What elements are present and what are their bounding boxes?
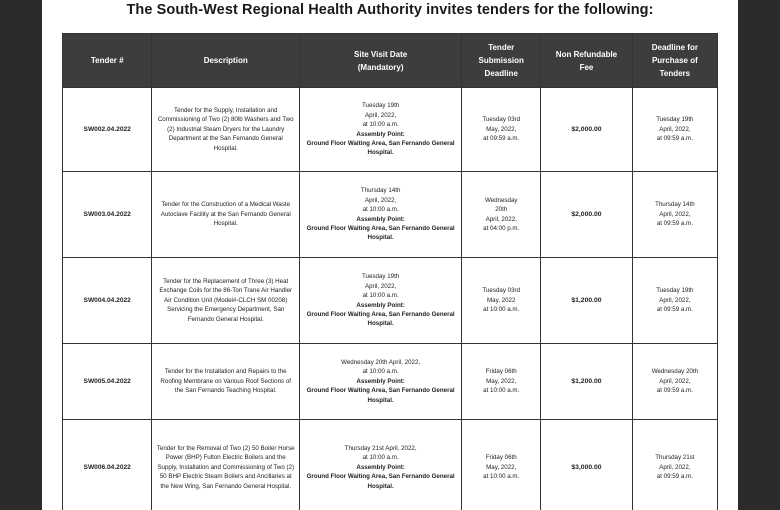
table-row — [63, 88, 718, 172]
tender-description: Tender for the Replacement of Three (3) Heat Exchange Coils for the 86-Ton Trane Air Handler Air Condition Unit (Model#-CLCH SM 00208) Servicing the Emergency Department, San Fernando General Hospital. — [152, 258, 300, 344]
submission-deadline: Wednesday 20th April, 2022, at 04:00 p.m. — [462, 172, 541, 258]
submission-deadline: Tuesday 03rd May, 2022 at 10:00 a.m. — [462, 258, 541, 344]
purchase-deadline: Thursday 14th April, 2022, at 09:59 a.m. — [632, 172, 717, 258]
site-visit-date: Tuesday 19th April, 2022, at 10:00 a.m. — [361, 102, 400, 129]
col-header-tender-no: Tender # — [63, 34, 152, 88]
tender-number: SW005.04.2022 — [63, 344, 152, 420]
assembly-point-label: Assembly Point: — [356, 215, 405, 223]
site-visit-cell — [300, 344, 462, 420]
submission-deadline: Friday 06th May, 2022, at 10:00 a.m. — [462, 344, 541, 420]
tender-fee: $2,000.00 — [541, 172, 632, 258]
table-header — [63, 34, 718, 88]
col-header-fee: Non Refundable Fee — [541, 34, 632, 88]
col-header-description: Description — [152, 34, 300, 88]
col-header-purchase-deadline: Deadline for Purchase of Tenders — [632, 34, 717, 88]
col-header-site-visit: Site Visit Date (Mandatory) — [300, 34, 462, 88]
tender-number: SW003.04.2022 — [63, 172, 152, 258]
table-row — [63, 258, 718, 344]
site-visit-cell — [300, 88, 462, 172]
tenders-table — [62, 33, 718, 510]
purchase-deadline: Wednesday 20th April, 2022, at 09:59 a.m. — [632, 344, 717, 420]
assembly-point-location: Ground Floor Waiting Area, San Fernando General Hospital. — [306, 139, 455, 157]
site-visit-date: Thursday 21st April, 2022, at 10:00 a.m. — [344, 444, 417, 462]
site-visit-cell — [300, 258, 462, 344]
assembly-point-location: Ground Floor Waiting Area, San Fernando General Hospital. — [306, 224, 455, 242]
tender-fee: $3,000.00 — [541, 420, 632, 510]
assembly-point-label: Assembly Point: — [356, 130, 405, 138]
assembly-point-location: Ground Floor Waiting Area, San Fernando General Hospital. — [306, 310, 455, 328]
assembly-point-location: Ground Floor Waiting Area, San Fernando General Hospital. — [306, 473, 455, 490]
purchase-deadline: Thursday 21st April, 2022, at 09:59 a.m. — [632, 420, 717, 510]
tender-description: Tender for the Supply, Installation and Commissioning of Two (2) 80lb Washers and Two (2) Industrial Steam Dryers for the Laundry Department at the San Fernando General Hospital. — [152, 88, 300, 172]
tender-number: SW006.04.2022 — [63, 420, 152, 510]
assembly-point-label: Assembly Point: — [356, 463, 405, 471]
assembly-point-label: Assembly Point: — [356, 377, 405, 385]
submission-deadline: Friday 06th May, 2022, at 10:00 a.m. — [462, 420, 541, 510]
purchase-deadline: Tuesday 19th April, 2022, at 09:59 a.m. — [632, 88, 717, 172]
site-visit-cell — [300, 172, 462, 258]
assembly-point-label: Assembly Point: — [356, 301, 405, 309]
purchase-deadline: Tuesday 19th April, 2022, at 09:59 a.m. — [632, 258, 717, 344]
site-visit-date: Wednesday 20th April, 2022, at 10:00 a.m. — [341, 358, 421, 376]
table-row — [63, 344, 718, 420]
tender-notice — [42, 0, 738, 510]
tender-fee: $2,000.00 — [541, 88, 632, 172]
notice-heading: The South-West Regional Health Authority invites tenders for the following: — [126, 2, 654, 18]
site-visit-date: Thursday 14th April, 2022, at 10:00 a.m. — [360, 187, 401, 214]
assembly-point-location: Ground Floor Waiting Area, San Fernando General Hospital. — [306, 387, 455, 404]
site-visit-cell — [300, 420, 462, 510]
table-row — [63, 172, 718, 258]
tender-description: Tender for the Removal of Two (2) 50 Boiler Horse Power (BHP) Fulton Electric Boilers and the Supply, Installation and Commissioning of Two (2) 50 BHP Electric Steam Boilers and Ancillaries at the New Wing, San Fernando General Hospital. — [152, 420, 300, 510]
table-row — [63, 420, 718, 510]
tender-fee: $1,200.00 — [541, 258, 632, 344]
col-header-submission-deadline: Tender Submission Deadline — [462, 34, 541, 88]
site-visit-date: Tuesday 19th April, 2022, at 10:00 a.m. — [361, 273, 400, 300]
submission-deadline: Tuesday 03rd May, 2022, at 09:59 a.m. — [462, 88, 541, 172]
tender-number: SW002.04.2022 — [63, 88, 152, 172]
tender-fee: $1,200.00 — [541, 344, 632, 420]
tender-description: Tender for the Construction of a Medical Waste Autoclave Facility at the San Fernando General Hospital. — [152, 172, 300, 258]
tender-number: SW004.04.2022 — [63, 258, 152, 344]
tender-description: Tender for the Installation and Repairs to the Roofing Membrane on Various Roof Sections of the San Fernando Teaching Hospital. — [152, 344, 300, 420]
